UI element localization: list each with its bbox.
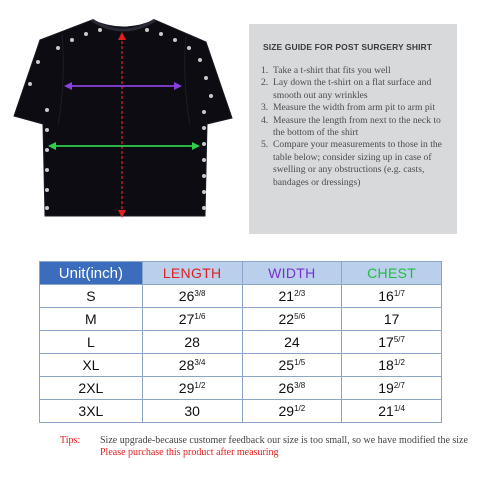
- chest-cell: [342, 400, 442, 423]
- value-whole: 27: [178, 311, 195, 327]
- length-cell: [142, 308, 242, 331]
- value-whole: 18: [378, 357, 394, 373]
- size-label: 2XL: [40, 377, 143, 400]
- length-cell: [142, 331, 242, 354]
- table-row: [40, 331, 442, 354]
- header-chest-label: CHEST: [367, 265, 417, 281]
- size-label: XL: [40, 354, 143, 377]
- guide-step: [261, 77, 449, 102]
- width-cell: [242, 377, 342, 400]
- value-whole: 16: [378, 288, 394, 304]
- length-cell: [142, 377, 242, 400]
- header-length-label: LENGTH: [162, 265, 222, 281]
- guide-step: [261, 65, 449, 77]
- value-fraction: 2/3: [294, 289, 306, 298]
- tips-text: Size upgrade-because customer feedback our size is too small, so we have modified the size: [100, 435, 468, 446]
- size-guide-steps: [261, 65, 449, 189]
- value-whole: 29: [278, 403, 295, 419]
- chest-cell: [342, 331, 442, 354]
- header-width-label: WIDTH: [268, 265, 316, 281]
- value-whole: 30: [184, 403, 200, 419]
- guide-step: [261, 115, 449, 140]
- chest-cell: [342, 285, 442, 308]
- step-number: 4.: [261, 114, 269, 126]
- value-fraction: 1/2: [194, 381, 206, 390]
- length-cell: [142, 354, 242, 377]
- guide-step: [261, 139, 449, 189]
- size-label: 3XL: [40, 400, 143, 423]
- value-whole: 22: [278, 311, 295, 327]
- value-whole: 26: [278, 380, 295, 396]
- size-chart-table: [39, 261, 442, 423]
- value-whole: 26: [178, 288, 195, 304]
- value-fraction: 1/2: [294, 404, 306, 413]
- value-whole: 21: [278, 288, 295, 304]
- width-cell: [242, 400, 342, 423]
- value-whole: 19: [378, 380, 394, 396]
- value-fraction: 2/7: [393, 381, 405, 390]
- table-row: [40, 308, 442, 331]
- tips-label: Tips:: [60, 435, 81, 446]
- step-text: Measure the length from next to the neck to the bottom of the shirt: [273, 114, 441, 139]
- table-row: [40, 285, 442, 308]
- tips-row: [60, 435, 470, 447]
- value-fraction: 3/4: [194, 358, 206, 367]
- width-cell: [242, 354, 342, 377]
- header-chest: [342, 262, 442, 285]
- value-fraction: 5/6: [294, 312, 306, 321]
- value-fraction: 1/7: [393, 289, 405, 298]
- tips-note: Please purchase this product after measuring: [100, 446, 279, 458]
- value-whole: 28: [178, 357, 195, 373]
- value-whole: 21: [378, 403, 394, 419]
- value-whole: 17: [378, 334, 394, 350]
- width-cell: [242, 308, 342, 331]
- chest-cell: [342, 308, 442, 331]
- tips-section: [60, 435, 470, 458]
- value-whole: 28: [184, 334, 200, 350]
- width-cell: [242, 285, 342, 308]
- value-fraction: 1/6: [194, 312, 206, 321]
- header-unit: Unit(inch): [40, 262, 143, 285]
- value-fraction: 3/8: [194, 289, 206, 298]
- chest-cell: [342, 354, 442, 377]
- length-cell: [142, 285, 242, 308]
- step-number: 5.: [261, 139, 269, 151]
- header-width: [242, 262, 342, 285]
- value-fraction: 1/2: [393, 358, 405, 367]
- size-label: S: [40, 285, 143, 308]
- value-fraction: 5/7: [393, 335, 405, 344]
- table-header-row: [40, 262, 442, 285]
- value-whole: 24: [284, 334, 300, 350]
- step-text: Compare your measurements to those in the table below; consider sizing up in case of swelling or any obstructions (e.g. casts, bandages or dressings): [273, 139, 442, 188]
- value-fraction: 3/8: [294, 381, 306, 390]
- step-number: 2.: [261, 77, 269, 89]
- table-row: [40, 377, 442, 400]
- size-guide-panel: [249, 24, 457, 234]
- guide-step: [261, 102, 449, 114]
- step-text: Measure the width from arm pit to arm pit: [273, 102, 435, 114]
- shirt-body: [14, 20, 232, 216]
- shirt-illustration: [0, 0, 240, 235]
- step-number: 3.: [261, 102, 269, 114]
- step-number: 1.: [261, 65, 269, 76]
- width-cell: [242, 331, 342, 354]
- size-label: M: [40, 308, 143, 331]
- step-text: Lay down the t-shirt on a flat surface and smooth out any wrinkles: [273, 77, 432, 101]
- header-length: [142, 262, 242, 285]
- value-fraction: 1/4: [393, 404, 405, 413]
- table-row: [40, 354, 442, 377]
- value-whole: 17: [383, 311, 400, 327]
- value-fraction: 1/5: [294, 358, 306, 367]
- chest-cell: [342, 377, 442, 400]
- length-cell: [142, 400, 242, 423]
- value-whole: 29: [178, 380, 195, 396]
- size-guide-title: SIZE GUIDE FOR POST SURGERY SHIRT: [263, 42, 433, 52]
- size-label: L: [40, 331, 143, 354]
- table-row: [40, 400, 442, 423]
- shirt-graphic: [0, 0, 240, 235]
- value-whole: 25: [278, 357, 295, 373]
- step-text: Take a t-shirt that fits you well: [273, 65, 391, 76]
